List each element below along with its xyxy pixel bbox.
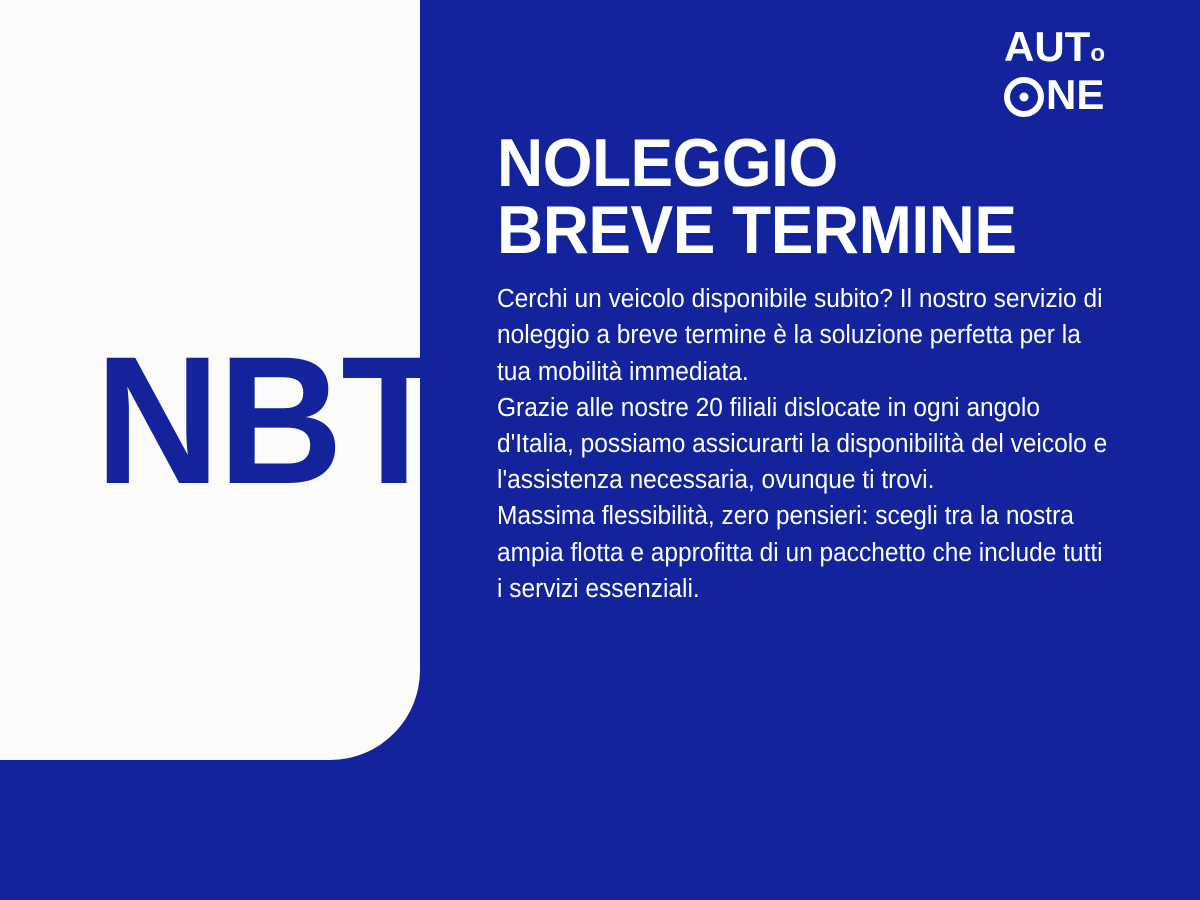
logo-letters-ne: NE — [1046, 70, 1105, 118]
circle-o-logo-icon — [1004, 77, 1044, 117]
page-title — [497, 125, 1099, 268]
description-paragraph-1: Cerchi un veicolo disponibile subito? Il nostro servizio di noleggio a breve termine è la soluzione perfetta per la tua mobilità immediata. — [497, 285, 1103, 386]
description-paragraph-2: Grazie alle nostre 20 filiali dislocate in ogni angolo d'Italia, possiamo assicurarti la disponibilità del veicolo e l'assistenza necessaria, ovunque ti trovi. — [497, 393, 1108, 495]
headline-line-1: NOLEGGIO — [497, 125, 838, 201]
logo-line-1 — [1004, 23, 1164, 70]
description-block — [497, 281, 1111, 607]
brand-logo — [1004, 23, 1164, 118]
logo-letters-ut: UT — [1034, 23, 1091, 70]
logo-line-2 — [1004, 69, 1164, 118]
abbreviation-badge — [0, 0, 480, 800]
description-paragraph-3: Massima flessibilità, zero pensieri: scegli tra la nostra ampia flotta e approfitta di un pacchetto che include tutti i servizi essenziali. — [497, 502, 1103, 603]
abbreviation-text: NBT — [95, 318, 445, 522]
content-column — [497, 125, 1137, 607]
headline-line-2: BREVE TERMINE — [497, 191, 1017, 268]
logo-letter-o-small: o — [1090, 40, 1106, 67]
logo-letter-a: A — [1004, 23, 1035, 70]
